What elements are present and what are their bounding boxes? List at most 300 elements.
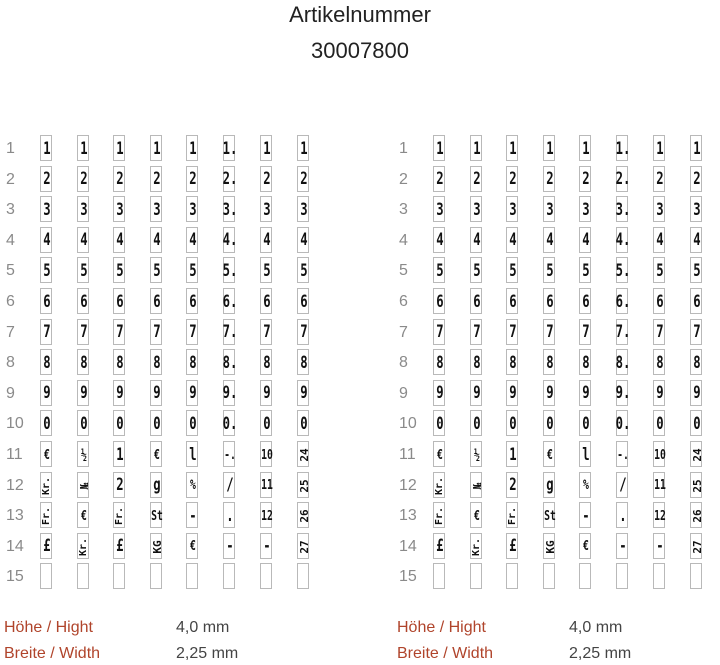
character-cell xyxy=(186,196,198,222)
character-glyph: 1. xyxy=(222,138,238,159)
character-glyph: 0 xyxy=(693,413,701,434)
character-glyph: 6 xyxy=(153,291,161,312)
character-glyph: 12 xyxy=(654,508,666,524)
character-cell xyxy=(506,472,518,498)
character-glyph: 6 xyxy=(656,291,664,312)
character-cell xyxy=(77,441,89,467)
character-cell xyxy=(579,410,591,436)
row-number: 11 xyxy=(6,446,23,463)
character-cell xyxy=(615,227,631,253)
character-cell xyxy=(653,257,665,283)
character-cell xyxy=(506,410,518,436)
character-cell xyxy=(40,502,52,528)
character-cell xyxy=(260,196,272,222)
character-cell xyxy=(77,410,89,436)
character-cell xyxy=(113,196,125,222)
character-glyph: 5 xyxy=(263,260,271,281)
spec-height-value: 4,0 mm xyxy=(569,619,623,636)
character-cell xyxy=(297,288,309,314)
character-cell xyxy=(150,563,162,589)
character-cell xyxy=(543,227,555,253)
character-cell xyxy=(222,410,238,436)
character-cell xyxy=(186,380,198,406)
character-glyph: . xyxy=(226,505,234,526)
character-cell xyxy=(77,319,89,345)
character-glyph: 6 xyxy=(509,291,517,312)
character-cell xyxy=(223,441,235,467)
character-cell xyxy=(470,502,482,528)
character-glyph: 2 xyxy=(189,169,197,190)
character-cell xyxy=(579,288,591,314)
character-cell xyxy=(222,135,238,161)
character-cell xyxy=(223,502,235,528)
character-cell xyxy=(77,533,89,559)
character-glyph: g xyxy=(546,475,554,496)
character-glyph: 9 xyxy=(473,383,481,404)
character-cell xyxy=(223,563,235,589)
row-number: 1 xyxy=(399,140,408,157)
character-glyph: 6 xyxy=(693,291,701,312)
character-glyph: 2 xyxy=(116,475,124,496)
character-glyph: 7 xyxy=(153,322,161,343)
character-glyph: 8 xyxy=(509,352,517,373)
character-glyph: St xyxy=(151,508,163,524)
character-cell xyxy=(150,349,162,375)
character-glyph: 1 xyxy=(116,444,124,465)
character-cell xyxy=(77,227,89,253)
character-cell xyxy=(260,319,272,345)
row-number: 6 xyxy=(399,293,408,310)
character-cell xyxy=(186,472,198,498)
character-cell xyxy=(186,166,198,192)
character-glyph: 27 xyxy=(297,540,311,554)
character-glyph: 5. xyxy=(222,260,238,281)
character-cell xyxy=(77,502,89,528)
character-glyph: 7 xyxy=(43,322,51,343)
character-cell xyxy=(186,227,198,253)
character-glyph: 7 xyxy=(300,322,308,343)
character-glyph: 8 xyxy=(436,352,444,373)
character-glyph: g xyxy=(153,475,161,496)
character-cell xyxy=(506,166,518,192)
row-number: 14 xyxy=(399,537,417,555)
character-cell xyxy=(506,227,518,253)
character-cell xyxy=(113,410,125,436)
character-cell xyxy=(186,135,198,161)
character-cell xyxy=(543,319,555,345)
row-number: 4 xyxy=(6,231,15,249)
character-cell xyxy=(260,563,272,589)
character-glyph: 4 xyxy=(300,230,308,251)
character-cell xyxy=(433,380,445,406)
character-cell xyxy=(433,166,445,192)
character-cell xyxy=(150,502,162,528)
character-cell xyxy=(113,349,125,375)
character-cell xyxy=(579,472,591,498)
row-number: 2 xyxy=(6,170,15,188)
character-glyph: 6 xyxy=(263,291,271,312)
character-glyph: 6 xyxy=(43,291,51,312)
character-cell xyxy=(77,472,89,498)
character-glyph: 4. xyxy=(615,230,631,251)
character-cell xyxy=(113,257,125,283)
character-cell xyxy=(297,472,309,498)
character-glyph: - xyxy=(582,505,590,526)
character-cell xyxy=(77,135,89,161)
character-glyph: 4 xyxy=(473,230,481,251)
character-glyph: 1 xyxy=(546,138,554,159)
character-cell xyxy=(40,349,52,375)
character-glyph: € xyxy=(44,447,50,463)
row-number: 7 xyxy=(6,323,15,341)
character-glyph: 26 xyxy=(690,509,704,523)
character-glyph: 2 xyxy=(116,169,124,190)
character-cell xyxy=(297,502,309,528)
character-cell xyxy=(433,533,445,559)
character-glyph: 4 xyxy=(80,230,88,251)
character-glyph: 1 xyxy=(153,138,161,159)
character-glyph: 1 xyxy=(473,138,481,159)
character-cell xyxy=(543,533,555,559)
row-number: 13 xyxy=(399,507,417,525)
character-cell xyxy=(615,288,631,314)
character-cell xyxy=(470,380,482,406)
character-cell xyxy=(690,441,702,467)
character-glyph: 9 xyxy=(509,383,517,404)
character-cell xyxy=(543,563,555,589)
character-glyph: 2 xyxy=(546,169,554,190)
character-glyph: 3 xyxy=(436,199,444,220)
character-glyph: 4 xyxy=(693,230,701,251)
character-cell xyxy=(297,441,309,467)
character-cell xyxy=(113,380,125,406)
character-glyph: 5 xyxy=(189,260,197,281)
character-glyph: 2 xyxy=(509,169,517,190)
character-cell xyxy=(470,166,482,192)
character-glyph: Fr. xyxy=(41,507,52,526)
character-cell xyxy=(615,349,631,375)
character-glyph: 2 xyxy=(473,169,481,190)
character-glyph: 9 xyxy=(656,383,664,404)
character-cell xyxy=(150,257,162,283)
character-cell xyxy=(470,196,482,222)
character-cell xyxy=(506,563,518,589)
character-cell xyxy=(297,257,309,283)
character-cell xyxy=(150,533,162,559)
character-glyph: 4 xyxy=(509,230,517,251)
character-cell xyxy=(470,472,482,498)
row-number: 3 xyxy=(399,201,408,219)
character-cell xyxy=(222,288,238,314)
character-glyph: 6 xyxy=(546,291,554,312)
character-glyph: 6 xyxy=(80,291,88,312)
character-cell xyxy=(433,563,445,589)
character-glyph: 0 xyxy=(43,413,51,434)
character-cell xyxy=(615,380,631,406)
character-cell xyxy=(113,135,125,161)
article-number-label: Artikelnummer xyxy=(289,2,431,27)
character-glyph: % xyxy=(190,478,196,494)
character-glyph: 5 xyxy=(43,260,51,281)
character-cell xyxy=(616,533,628,559)
character-cell xyxy=(690,166,702,192)
character-glyph: - xyxy=(263,536,271,557)
character-glyph: 5 xyxy=(546,260,554,281)
character-glyph: 5 xyxy=(473,260,481,281)
character-cell xyxy=(77,166,89,192)
character-cell xyxy=(113,533,125,559)
character-cell xyxy=(77,288,89,314)
row-number: 15 xyxy=(6,568,24,586)
character-cell xyxy=(433,349,445,375)
character-glyph: Kr. xyxy=(41,476,52,495)
character-cell xyxy=(579,319,591,345)
character-cell xyxy=(186,349,198,375)
character-cell xyxy=(506,533,518,559)
character-cell xyxy=(77,257,89,283)
character-glyph: 0 xyxy=(436,413,444,434)
character-cell xyxy=(690,288,702,314)
character-glyph: 9 xyxy=(436,383,444,404)
character-cell xyxy=(40,533,52,559)
character-cell xyxy=(433,227,445,253)
character-cell xyxy=(186,319,198,345)
spec-height-value: 4,0 mm xyxy=(176,619,230,636)
character-cell xyxy=(77,563,89,589)
character-cell xyxy=(615,319,631,345)
character-cell xyxy=(579,227,591,253)
character-glyph: 8 xyxy=(300,352,308,373)
character-cell xyxy=(113,441,125,467)
character-glyph: 10 xyxy=(261,447,273,463)
character-glyph: £ xyxy=(509,536,517,557)
character-cell xyxy=(579,349,591,375)
character-cell xyxy=(40,257,52,283)
character-cell xyxy=(506,441,518,467)
character-glyph: 0 xyxy=(189,413,197,434)
character-glyph: 1 xyxy=(300,138,308,159)
character-cell xyxy=(506,349,518,375)
character-cell xyxy=(690,410,702,436)
character-glyph: 2 xyxy=(436,169,444,190)
character-cell xyxy=(297,563,309,589)
character-glyph: 25 xyxy=(297,478,311,493)
character-glyph: 1 xyxy=(693,138,701,159)
character-glyph: 1 xyxy=(656,138,664,159)
character-cell xyxy=(260,288,272,314)
character-cell xyxy=(223,472,235,498)
character-glyph: 5 xyxy=(116,260,124,281)
character-cell xyxy=(690,533,702,559)
character-cell xyxy=(579,533,591,559)
character-cell xyxy=(579,166,591,192)
character-cell xyxy=(579,257,591,283)
character-cell xyxy=(150,319,162,345)
character-glyph: 0 xyxy=(153,413,161,434)
character-cell xyxy=(653,533,665,559)
character-cell xyxy=(297,319,309,345)
row-number: 1 xyxy=(6,140,15,157)
character-glyph: 1 xyxy=(509,444,517,465)
row-number: 11 xyxy=(399,446,416,463)
character-glyph: 7 xyxy=(656,322,664,343)
character-cell xyxy=(543,257,555,283)
row-number: 5 xyxy=(6,262,15,280)
character-glyph: 27 xyxy=(690,540,704,554)
character-cell xyxy=(222,196,238,222)
character-cell xyxy=(297,135,309,161)
character-glyph: 0 xyxy=(473,413,481,434)
character-glyph: 7 xyxy=(509,322,517,343)
character-glyph: 1 xyxy=(509,138,517,159)
character-cell xyxy=(470,227,482,253)
character-cell xyxy=(186,502,198,528)
character-glyph: Kr. xyxy=(78,537,89,556)
character-glyph: 4 xyxy=(656,230,664,251)
row-number: 13 xyxy=(6,507,24,525)
character-glyph: 0 xyxy=(116,413,124,434)
character-glyph: -. xyxy=(224,447,236,463)
character-cell xyxy=(433,288,445,314)
character-glyph: 8 xyxy=(153,352,161,373)
character-glyph: 5 xyxy=(693,260,701,281)
character-glyph: 24 xyxy=(690,448,704,462)
character-cell xyxy=(579,380,591,406)
row-number: 9 xyxy=(399,384,408,402)
character-glyph: 5 xyxy=(300,260,308,281)
character-cell xyxy=(653,441,665,467)
character-cell xyxy=(653,227,665,253)
character-cell xyxy=(186,533,198,559)
character-glyph: 9. xyxy=(222,383,238,404)
character-glyph: 3 xyxy=(582,199,590,220)
character-cell xyxy=(113,563,125,589)
character-cell xyxy=(150,380,162,406)
character-cell xyxy=(543,410,555,436)
character-glyph: 2 xyxy=(509,475,517,496)
character-cell xyxy=(77,380,89,406)
character-glyph: 1. xyxy=(615,138,631,159)
character-glyph: 4 xyxy=(189,230,197,251)
character-cell xyxy=(615,135,631,161)
character-cell xyxy=(653,502,665,528)
character-cell xyxy=(40,563,52,589)
character-cell xyxy=(260,257,272,283)
character-cell xyxy=(433,441,445,467)
character-cell xyxy=(150,410,162,436)
character-glyph: 7 xyxy=(582,322,590,343)
character-glyph: 7 xyxy=(263,322,271,343)
character-cell xyxy=(690,380,702,406)
character-glyph: 4 xyxy=(116,230,124,251)
character-glyph: . xyxy=(619,505,627,526)
character-glyph: 7 xyxy=(473,322,481,343)
character-cell xyxy=(113,502,125,528)
character-glyph: 8 xyxy=(116,352,124,373)
character-cell xyxy=(506,288,518,314)
character-cell xyxy=(433,472,445,498)
character-cell xyxy=(260,227,272,253)
character-cell xyxy=(186,410,198,436)
character-glyph: 2 xyxy=(300,169,308,190)
row-number: 9 xyxy=(6,384,15,402)
character-cell xyxy=(506,380,518,406)
character-cell xyxy=(40,319,52,345)
character-cell xyxy=(470,533,482,559)
character-cell xyxy=(186,563,198,589)
character-cell xyxy=(297,196,309,222)
character-cell xyxy=(690,319,702,345)
character-glyph: 3 xyxy=(300,199,308,220)
character-glyph: 0 xyxy=(80,413,88,434)
character-cell xyxy=(579,502,591,528)
character-glyph: 3 xyxy=(116,199,124,220)
character-glyph: 2. xyxy=(615,169,631,190)
character-glyph: ½ xyxy=(474,447,480,463)
character-cell xyxy=(297,166,309,192)
character-glyph: - xyxy=(189,505,197,526)
character-cell xyxy=(113,288,125,314)
character-glyph: £ xyxy=(436,536,444,557)
character-cell xyxy=(113,472,125,498)
character-glyph: 5 xyxy=(80,260,88,281)
character-cell xyxy=(506,257,518,283)
character-glyph: 0 xyxy=(263,413,271,434)
character-cell xyxy=(222,257,238,283)
character-cell xyxy=(690,257,702,283)
character-cell xyxy=(470,441,482,467)
character-glyph: 5 xyxy=(509,260,517,281)
character-cell xyxy=(690,227,702,253)
row-number: 12 xyxy=(399,476,417,494)
character-cell xyxy=(506,135,518,161)
character-cell xyxy=(616,441,628,467)
character-glyph: 11 xyxy=(654,478,666,494)
character-cell xyxy=(260,533,272,559)
character-glyph: 8 xyxy=(189,352,197,373)
character-glyph: 6 xyxy=(436,291,444,312)
character-glyph: 4 xyxy=(436,230,444,251)
character-cell xyxy=(690,349,702,375)
character-cell xyxy=(470,257,482,283)
character-cell xyxy=(543,166,555,192)
character-glyph: 2 xyxy=(80,169,88,190)
row-number: 14 xyxy=(6,537,24,555)
character-cell xyxy=(40,227,52,253)
character-cell xyxy=(615,257,631,283)
character-glyph: 6 xyxy=(116,291,124,312)
character-glyph: 2 xyxy=(582,169,590,190)
character-glyph: Fr. xyxy=(507,507,518,526)
character-cell xyxy=(506,319,518,345)
character-cell xyxy=(579,135,591,161)
character-glyph: 4 xyxy=(263,230,271,251)
character-glyph: 6 xyxy=(300,291,308,312)
character-glyph: 25 xyxy=(690,478,704,493)
character-glyph: 3 xyxy=(693,199,701,220)
character-cell xyxy=(653,166,665,192)
character-glyph: 8 xyxy=(80,352,88,373)
character-cell xyxy=(260,380,272,406)
character-cell xyxy=(40,196,52,222)
character-cell xyxy=(113,319,125,345)
character-cell xyxy=(690,502,702,528)
character-glyph: € xyxy=(154,447,160,463)
character-glyph: 11 xyxy=(261,478,273,494)
character-glyph: 5 xyxy=(153,260,161,281)
character-glyph: 5 xyxy=(656,260,664,281)
character-glyph: 1 xyxy=(263,138,271,159)
